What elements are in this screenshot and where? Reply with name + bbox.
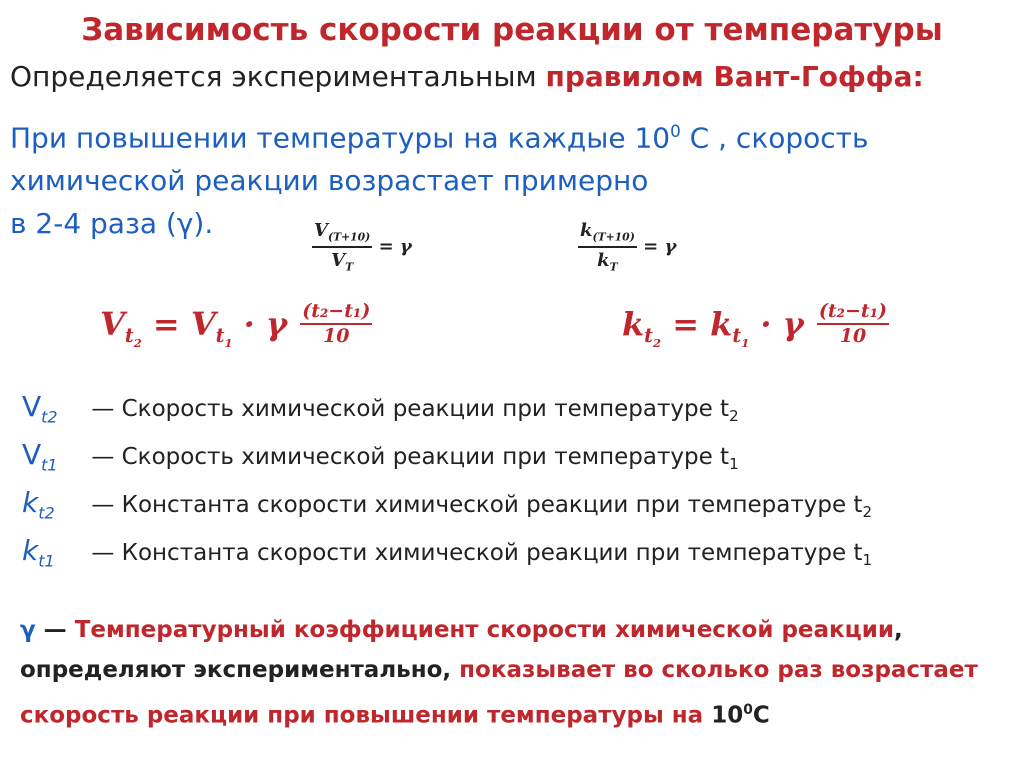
ratio-v-formula: $\frac{V_{(T+10)}}{V_T}$ = γ — [314, 220, 412, 274]
intro-prefix: Определяется экспериментальным — [10, 60, 537, 93]
legend-item-v-t2: $V_{t2}$ — Скорость химической реакции при температуре $t_2$ — [22, 390, 739, 427]
legend-item-k-t2: $k_{t2}$ — Константа скорости химической реакции при температуре $t_2$ — [22, 486, 872, 523]
ratio-k-formula: $\frac{k_{(T+10)}}{k_T}$ = γ — [580, 220, 677, 274]
main-k-formula: $k_{t_2} = k_{t_1} \cdot \gamma$ $\frac{\text{(t₂−t₁)}}{10}$ — [622, 300, 888, 351]
rule-line-3: в 2-4 раза (γ). — [10, 207, 214, 241]
legend-item-k-t1: $k_{t1}$ — Константа скорости химической реакции при температуре $t_1$ — [22, 534, 872, 571]
main-v-formula: $V_{t_2} = V_{t_1} \cdot \gamma$ $\frac{\text{(t₂−t₁)}}{10}$ — [100, 300, 371, 351]
rule-line-2: химической реакции возрастает примерно — [10, 164, 649, 198]
rule-name: правилом Вант-Гоффа: — [545, 60, 924, 93]
gamma-definition: γ — Температурный коэффициент скорости химической реакции, определяют экспериментально, показывает во сколько раз возрастает скорость реакции при повышении температуры на $10^0С$ — [20, 617, 978, 729]
legend-item-v-t1: $V_{t1}$ — Скорость химической реакции при температуре $t_1$ — [22, 438, 739, 475]
page-title: Зависимость скорости реакции от температуры — [81, 12, 943, 48]
intro-line — [10, 60, 924, 93]
rule-line-1: При повышении температуры на каждые $10^0$ С , скорость — [10, 121, 869, 155]
rule-statement — [10, 110, 868, 245]
